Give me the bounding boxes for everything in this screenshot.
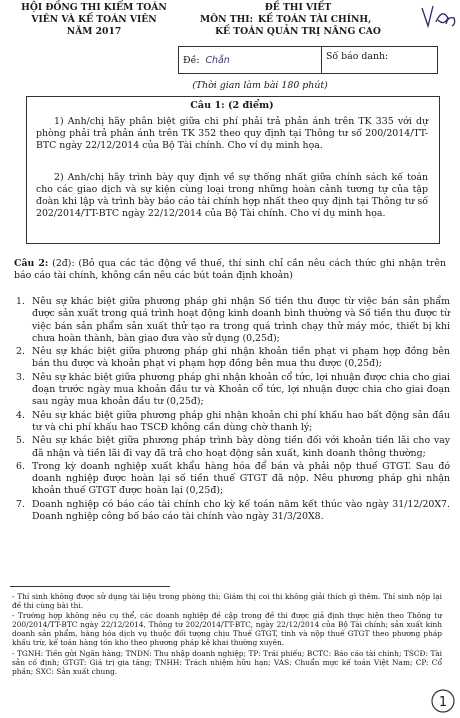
handwritten-corner-mark xyxy=(418,0,458,36)
time-note: (Thời gian làm bài 180 phút) xyxy=(192,80,328,91)
footnote-divider xyxy=(10,586,170,587)
item-number: 2. xyxy=(16,346,25,358)
item-text: Nêu sự khác biệt giữa phương pháp ghi nhận khoản cổ tức, lợi nhuận được chia cho giai đoạn trước ngày mua khoản đầu tư và Khoản cổ tức, lợi nhuận được chia cho giai đoạn sau ngày mua khoản đầu tư (0,25đ); xyxy=(32,371,450,408)
item-number: 7. xyxy=(16,498,25,510)
question-2-items xyxy=(16,296,450,524)
org-line-3: NĂM 2017 xyxy=(66,26,122,37)
exam-version-cell xyxy=(179,47,322,73)
question-2-item xyxy=(16,372,450,409)
candidate-number-label: Số báo danh: xyxy=(326,51,389,62)
subject-line-2: KẾ TOÁN QUẢN TRỊ NÂNG CAO xyxy=(215,26,381,37)
svg-text:1: 1 xyxy=(438,695,448,710)
exam-version-label: Đề: xyxy=(183,54,200,66)
footnote: - Trường hợp không nêu cụ thể, các doanh nghiệp đề cập trong đề thi được giả định thực hiện theo Thông tư 200/2014/TT-BTC ngày 22/12/2014, Thông tư 202/2014/TT-BTC, ngày 22/12/2014 của Bộ Tài chính; sản xuất kinh doanh sản phẩm, hàng hóa dịch vụ thuộc đối tượng chịu Thuế GTGT, tính và nộp thuế GTGT theo phương pháp khấu trừ, kế toán hàng tồn kho theo phương pháp kê khai thường xuyên. xyxy=(12,611,442,648)
footnote: - Thí sinh không được sử dụng tài liệu trong phòng thi; Giám thị coi thi không giải thích gì thêm. Thí sinh nộp lại đề thi cùng bài thi. xyxy=(12,592,442,611)
question-2-item xyxy=(16,410,450,435)
question-2-item xyxy=(16,296,450,345)
item-number: 5. xyxy=(16,435,25,447)
exam-info-box xyxy=(178,46,438,74)
item-text: Trong kỳ doanh nghiệp xuất khẩu hàng hóa để bán và phải nộp thuế GTGT. Sau đó doanh nghiệp được hoàn lại số tiền thuế GTGT đã nộp. Nêu phương pháp ghi nhận khoản thuế GTGT được hoàn lại (0,25đ); xyxy=(32,460,450,497)
item-text: Doanh nghiệp có báo cáo tài chính cho kỳ kế toán năm kết thúc vào ngày 31/12/20X7. Doanh nghiệp công bố báo cáo tài chính vào ngày 31/3/20X8. xyxy=(32,498,450,523)
question-1-part-1: 1) Anh/chị hãy phân biệt giữa chi phí phải trả phản ánh trên TK 335 với dự phòng phải trả phản ánh trên TK 352 theo quy định tại Thông tư số 200/2014/TT-BTC ngày 22/12/2014 của Bộ Tài chính. Cho ví dụ minh họa. xyxy=(36,116,428,152)
question-2-item xyxy=(16,435,450,460)
question-2-instructions: (2đ): (Bỏ qua các tác động về thuế, thí sinh chỉ cần nêu cách thức ghi nhận trên báo cáo tài chính, không cần nêu các bút toán định khoản) xyxy=(14,258,446,282)
organization-header xyxy=(8,2,180,38)
question-2-item xyxy=(16,346,450,371)
subject-line-1: KẾ TOÁN TÀI CHÍNH, xyxy=(258,14,372,25)
question-1-title: Câu 1: (2 điểm) xyxy=(190,100,274,111)
exam-version-value: Chẵn xyxy=(205,54,230,66)
org-line-2: VIÊN VÀ KẾ TOÁN VIÊN xyxy=(31,14,157,25)
candidate-number-cell xyxy=(322,47,437,73)
page-number xyxy=(430,688,456,714)
item-text: Nêu sự khác biệt giữa phương pháp ghi nhận Số tiền thu được từ việc bán sản phẩm được sản xuất trong quá trình hoạt động kinh doanh bình thường và Số tiền thu được từ việc bán sản phẩm sản xuất thử tạo ra trong quá trình chạy thử máy móc, thiết bị khi chưa hoàn thành, bàn giao đưa vào sử dụng (0,25đ); xyxy=(32,296,450,344)
item-text: Nêu sự khác biệt giữa phương pháp ghi nhận khoản chi phí khấu hao bất động sản đầu tư và chi phí khấu hao TSCĐ không cần dùng chờ thanh lý; xyxy=(32,409,450,433)
item-text: Nêu sự khác biệt giữa phương pháp ghi nhận khoản tiền phạt vi phạm hợp đồng bên bán thu được và khoản phạt vi phạm hợp đồng bên mua thu được (0,25đ); xyxy=(32,346,450,370)
item-number: 1. xyxy=(16,296,25,307)
org-line-1: HỘI ĐỒNG THI KIỂM TOÁN xyxy=(21,2,167,13)
question-2-item xyxy=(16,461,450,498)
item-number: 4. xyxy=(16,409,25,421)
item-number: 6. xyxy=(16,460,25,472)
subject-label: MÔN THI: xyxy=(200,14,253,25)
exam-title-header xyxy=(200,2,396,38)
question-2-title: Câu 2: xyxy=(14,258,49,269)
question-1-part-2: 2) Anh/chị hãy trình bày quy định về sự thống nhất giữa chính sách kế toán cho các giao dịch và sự kiện cùng loại trong những hoàn cảnh tương tự của tập đoàn khi lập và trình bày báo cáo tài chính hợp nhất theo quy định tại Thông tư số 202/2014/TT-BTC ngày 22/12/2014 của Bộ Tài chính. Cho ví dụ minh họa. xyxy=(36,172,428,220)
subject-row xyxy=(200,14,396,26)
footnote: - TGNH: Tiền gửi Ngân hàng; TNDN: Thu nhập doanh nghiệp; TP: Trái phiếu; BCTC: Báo cáo tài chính; TSCĐ: Tài sản cố định; GTGT: Giá trị gia tăng; TNHH: Trách nhiệm hữu hạn; VAS: Chuẩn mực kế toán Việt Nam; CP: Cổ phần; SXC: Sản xuất chung. xyxy=(12,648,442,676)
question-2-intro xyxy=(14,258,446,282)
item-text: Nêu sự khác biệt giữa phương pháp trình bày dòng tiền đối với khoản tiền lãi cho vay đã nhận và tiền lãi đi vay đã trả cho hoạt động sản xuất, kinh doanh thông thường; xyxy=(32,435,450,459)
question-2-item xyxy=(16,499,450,524)
footnotes xyxy=(12,592,442,677)
item-number: 3. xyxy=(16,371,25,383)
exam-title: ĐỀ THI VIẾT xyxy=(264,2,332,13)
